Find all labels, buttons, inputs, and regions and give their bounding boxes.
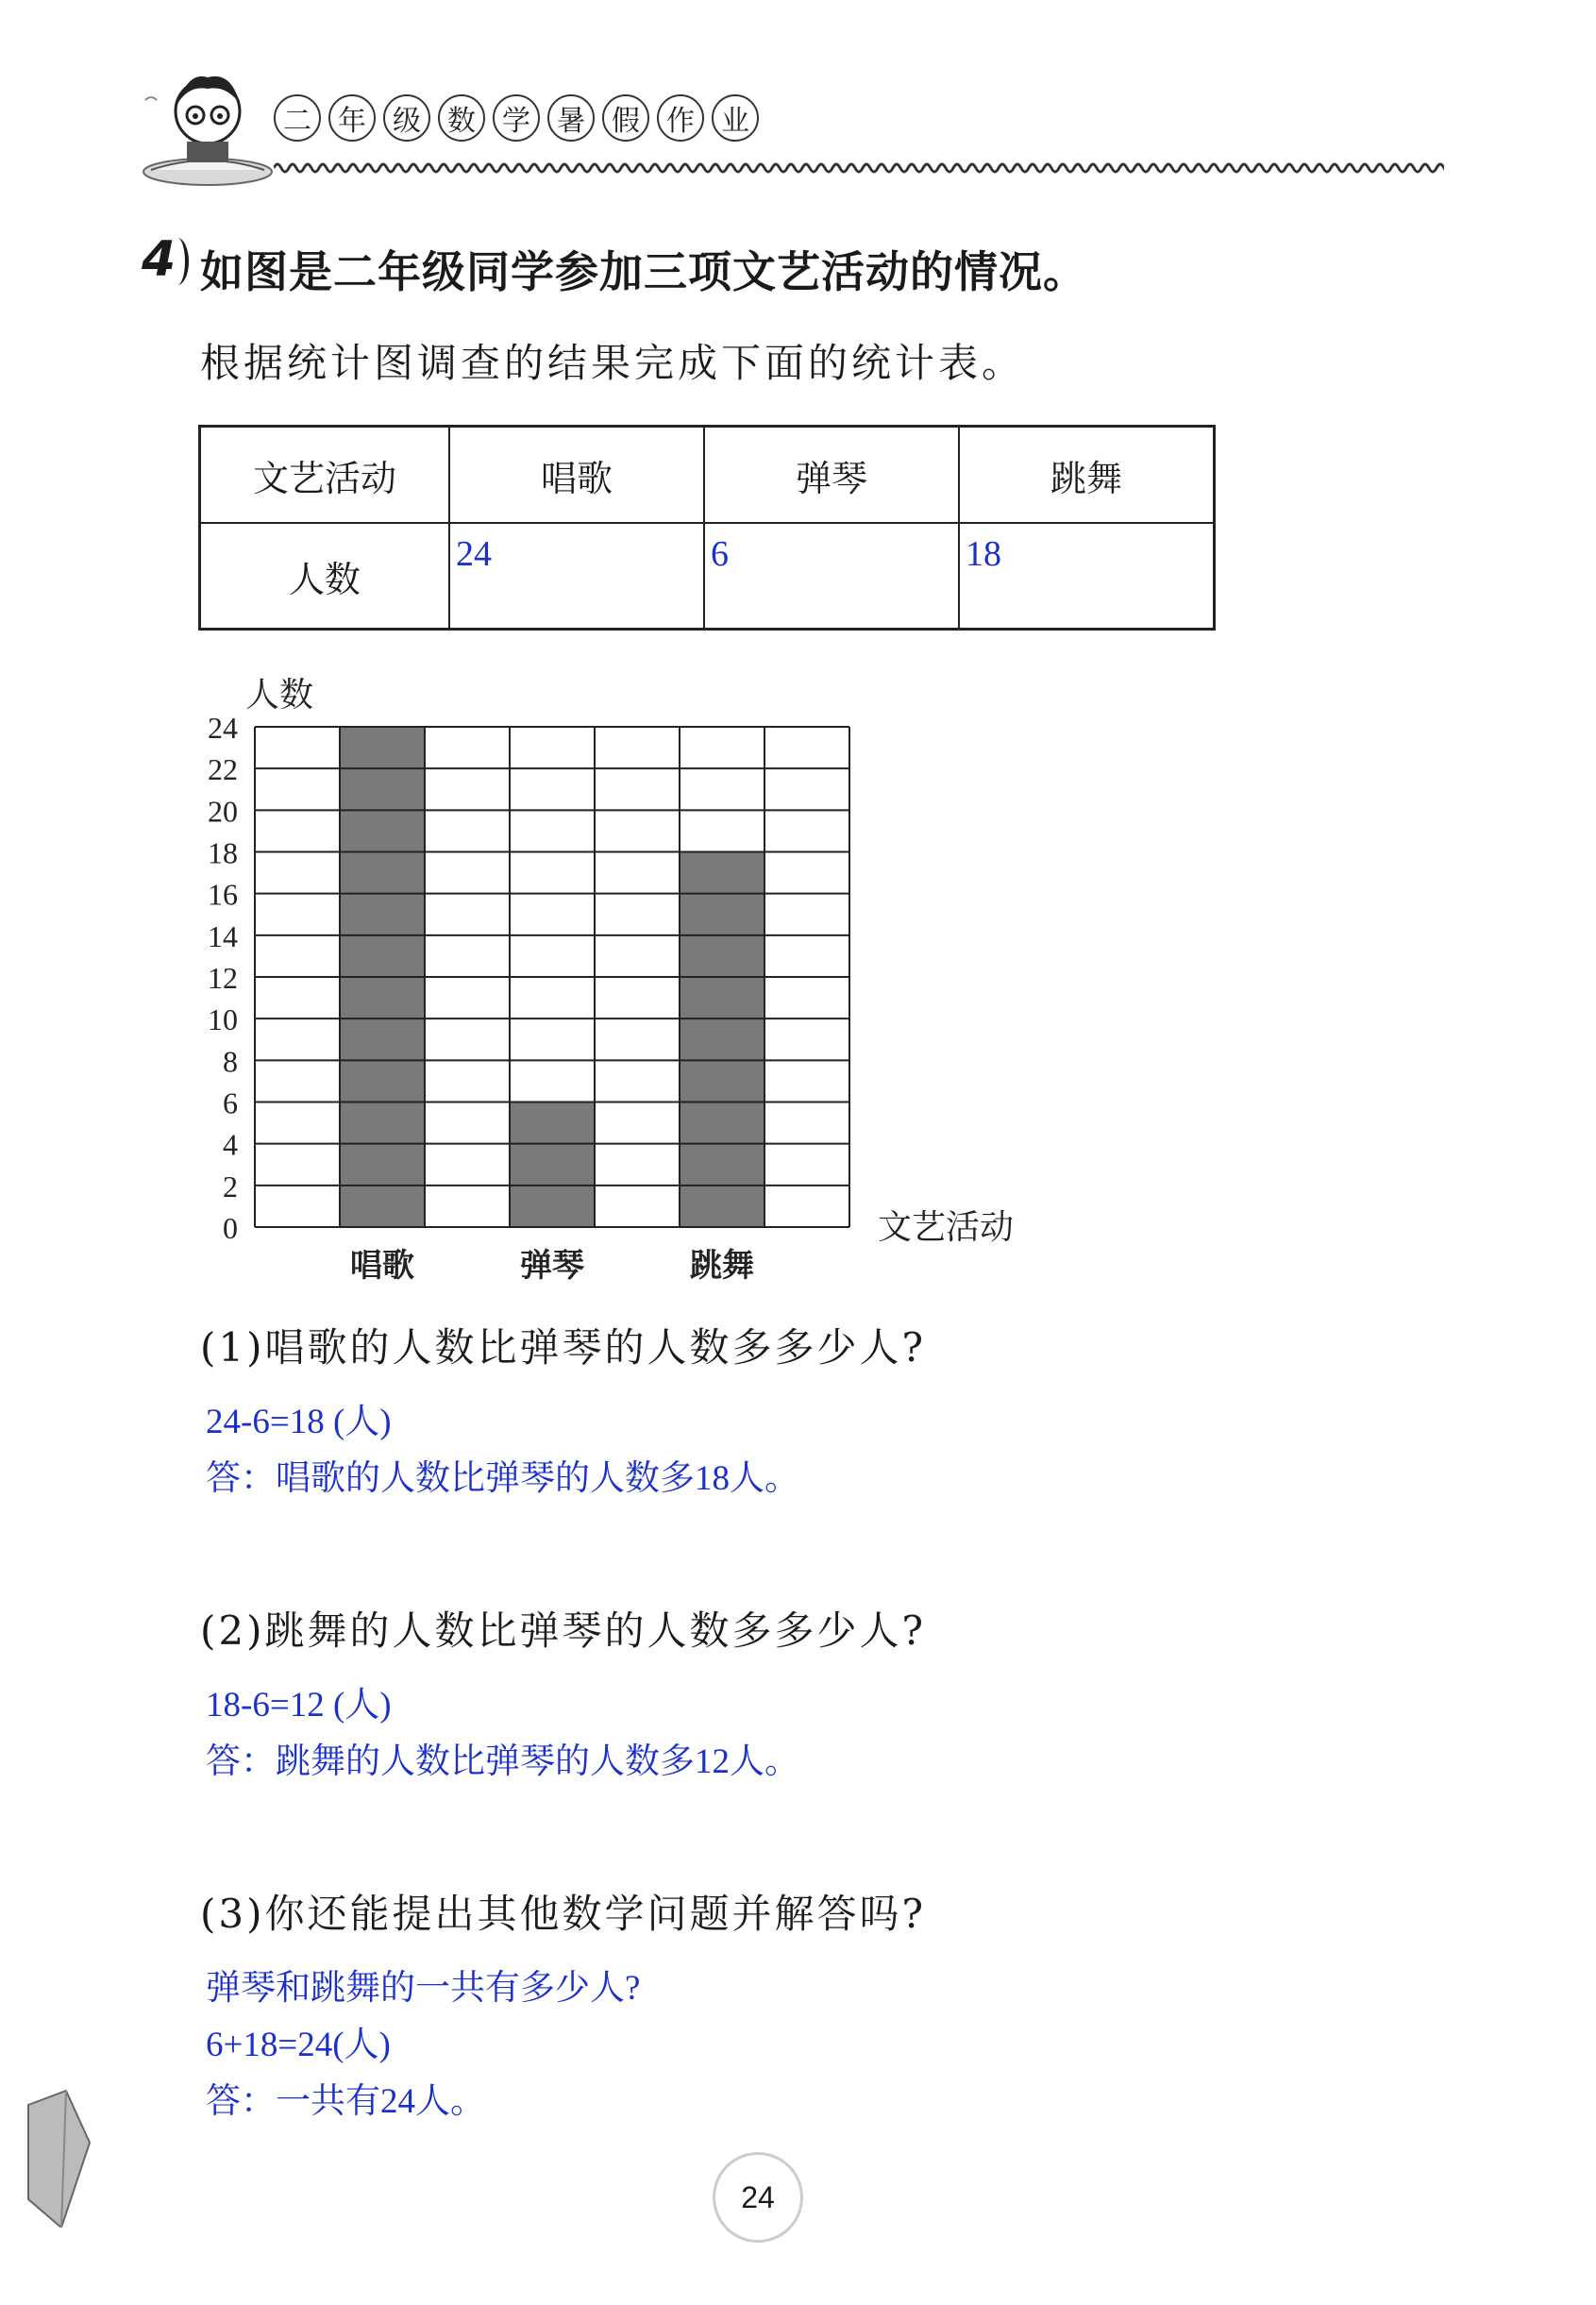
y-tick-label: 22	[208, 752, 238, 787]
table-row	[200, 523, 1215, 630]
answer-line: 18-6=12 (人)	[206, 1686, 392, 1725]
bar-chart	[179, 661, 1057, 1284]
sub-question-3: (3)你还能提出其他数学问题并解答吗?	[200, 1891, 927, 1937]
page-corner-decoration-icon	[24, 2086, 99, 2228]
y-tick-label: 8	[223, 1044, 238, 1079]
answer-line: 答：一共有24人。	[206, 2082, 485, 2121]
y-tick-label: 6	[223, 1085, 238, 1120]
y-tick-label: 12	[208, 961, 238, 995]
y-axis-title: 人数	[245, 676, 314, 715]
statistics-table	[198, 425, 1216, 631]
sub-question-1: (1)唱歌的人数比弹琴的人数多多少人?	[200, 1324, 927, 1371]
answer-line: 答：唱歌的人数比弹琴的人数多18人。	[206, 1459, 799, 1498]
x-category-label: 跳舞	[690, 1247, 754, 1284]
y-tick-label: 14	[208, 918, 238, 953]
y-tick-label: 0	[223, 1211, 238, 1245]
title-char: 暑	[547, 94, 595, 142]
table-cell: 弹琴	[704, 427, 959, 524]
page-number: 24	[713, 2152, 803, 2243]
x-axis-title: 文艺活动	[878, 1208, 1015, 1247]
table-header-row	[200, 427, 1215, 524]
y-tick-label: 20	[208, 794, 238, 829]
title-char: 业	[712, 94, 759, 142]
mascot-reading-icon	[142, 66, 274, 189]
title-char: 作	[657, 94, 704, 142]
table-answer-cell: 18	[959, 523, 1215, 630]
header-wavy-divider	[274, 159, 1444, 177]
table-answer-cell: 6	[704, 523, 959, 630]
y-tick-label: 24	[208, 711, 238, 745]
answer-line: 24-6=18 (人)	[206, 1403, 392, 1441]
title-char: 假	[602, 94, 649, 142]
y-tick-label: 2	[223, 1169, 238, 1203]
title-char: 年	[328, 94, 376, 142]
x-category-label: 唱歌	[350, 1247, 414, 1284]
table-cell: 文艺活动	[200, 427, 450, 524]
y-tick-label: 4	[223, 1127, 238, 1162]
sub-question-2: (2)跳舞的人数比弹琴的人数多多少人?	[200, 1607, 927, 1654]
title-char: 数	[438, 94, 485, 142]
bar-3	[680, 852, 764, 1228]
question-instruction: 根据统计图调查的结果完成下面的统计表。	[200, 340, 1026, 386]
table-cell: 唱歌	[449, 427, 704, 524]
table-cell: 跳舞	[959, 427, 1215, 524]
answer-line: 6+18=24(人)	[206, 2026, 391, 2064]
bar-2	[510, 1102, 595, 1228]
question-title: 如图是二年级同学参加三项文艺活动的情况。	[200, 246, 1087, 297]
title-char: 级	[383, 94, 430, 142]
question-number-bracket	[166, 238, 189, 285]
table-answer-cell: 24	[449, 523, 704, 630]
answer-line: 答：跳舞的人数比弹琴的人数多12人。	[206, 1742, 799, 1781]
question-number: 4	[142, 231, 176, 288]
y-tick-label: 16	[208, 877, 238, 912]
table-row-label: 人数	[200, 523, 450, 630]
title-char: 二	[274, 94, 321, 142]
workbook-title	[274, 94, 759, 142]
answer-line: 弹琴和跳舞的一共有多少人?	[206, 1969, 641, 2008]
title-char: 学	[493, 94, 540, 142]
y-tick-label: 18	[208, 835, 238, 870]
y-tick-label: 10	[208, 1002, 238, 1037]
x-category-label: 弹琴	[520, 1247, 584, 1284]
